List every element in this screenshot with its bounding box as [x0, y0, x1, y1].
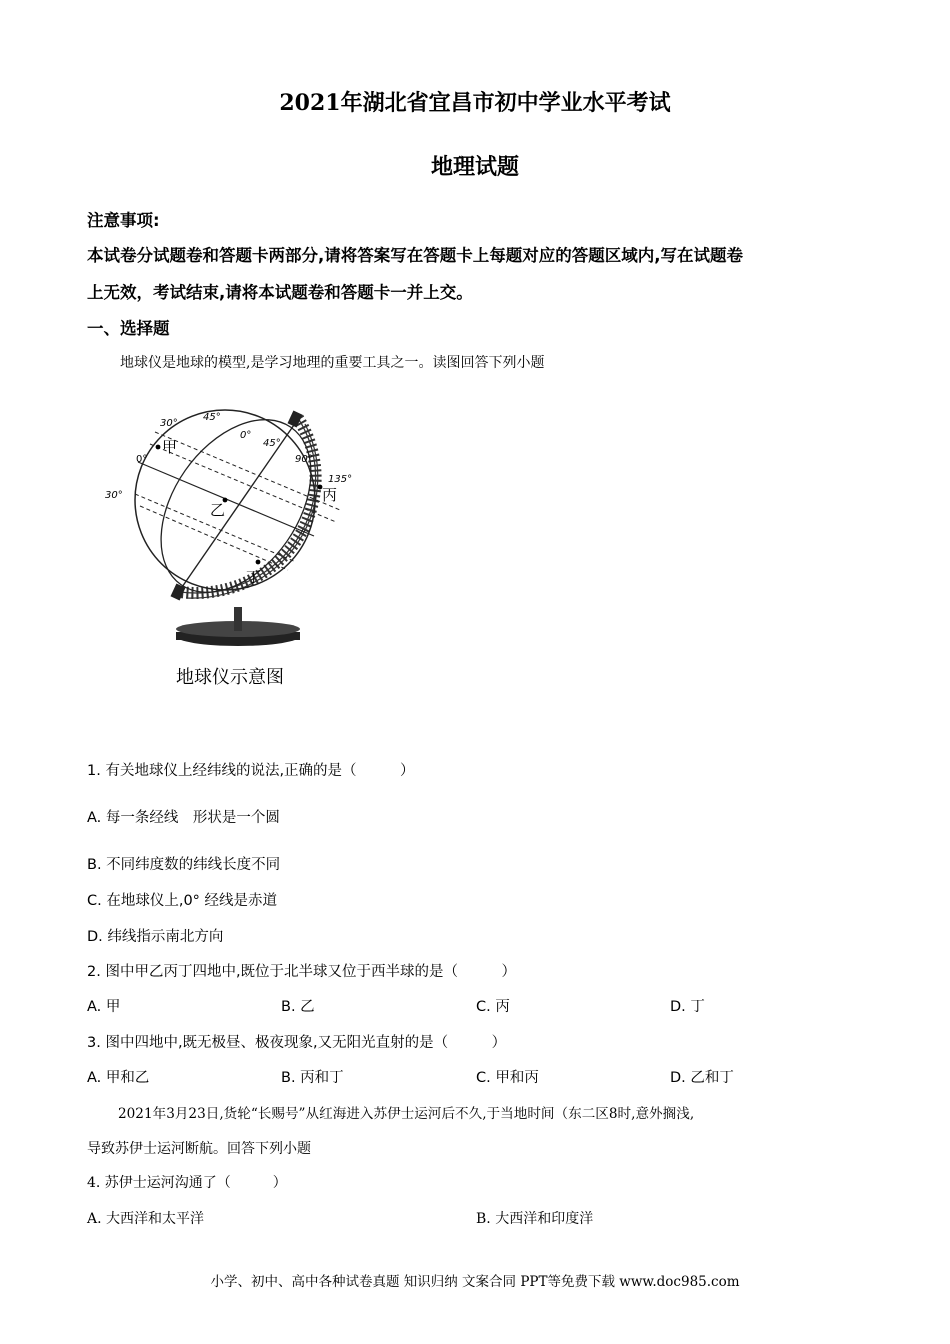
- notice-line-2: 上无效，考试结束,请将本试题卷和答题卡一并上交。: [87, 283, 473, 302]
- label-jia: 甲: [162, 438, 178, 456]
- passage-2-line-1: 2021年3月23日,货轮“长赐号”从红海进入苏伊士运河后不久,于当地时间（东二区8时,意外搁浅,: [118, 1106, 695, 1122]
- figure-caption: 地球仪示意图: [176, 667, 284, 688]
- question-1-stem: 1. 有关地球仪上经纬线的说法,正确的是（ ）: [87, 763, 415, 779]
- question-3-option-a: A. 甲和乙: [87, 1070, 150, 1086]
- subject-title: 地理试题: [430, 154, 519, 180]
- question-2-stem: 2. 图中甲乙丙丁四地中,既位于北半球又位于西半球的是（ ）: [87, 964, 517, 980]
- question-4-stem: 4. 苏伊士运河沟通了（ ）: [87, 1175, 287, 1191]
- label-lat0: 0°: [136, 454, 148, 465]
- globe-figure: [100, 400, 370, 695]
- section-heading: 一、选择题: [87, 319, 170, 338]
- label-lon90: 90°: [295, 454, 313, 465]
- label-lon45-right: 45°: [263, 438, 281, 449]
- question-3-option-b: B. 丙和丁: [281, 1070, 344, 1086]
- globe-stand: [234, 607, 242, 631]
- point-jia: [156, 445, 161, 450]
- label-lon0: 0°: [240, 430, 252, 441]
- globe-diagram: [100, 400, 370, 695]
- label-yi: 乙: [210, 501, 226, 519]
- question-2-option-b: B. 乙: [281, 999, 315, 1015]
- question-3-stem: 3. 图中四地中,既无极昼、极夜现象,又无阳光直射的是（ ）: [87, 1035, 507, 1051]
- passage-2-line-2: 导致苏伊士运河断航。回答下列小题: [87, 1141, 311, 1157]
- label-lon135: 135°: [328, 474, 353, 485]
- exam-title: 2021年湖北省宜昌市初中学业水平考试: [279, 90, 671, 116]
- label-bing: 丙: [322, 486, 338, 504]
- question-1-option-c: C. 在地球仪上,0° 经线是赤道: [87, 893, 278, 909]
- label-lat30-bottom: 30°: [105, 490, 123, 501]
- question-3-option-d: D. 乙和丁: [670, 1070, 734, 1086]
- question-2-option-a: A. 甲: [87, 999, 121, 1015]
- label-ding: 丁: [246, 568, 262, 586]
- question-1-option-d: D. 纬线指示南北方向: [87, 929, 224, 945]
- label-lat30-top: 30°: [160, 418, 178, 429]
- question-1-option-b: B. 不同纬度数的纬线长度不同: [87, 857, 281, 873]
- passage-1: 地球仪是地球的模型,是学习地理的重要工具之一。读图回答下列小题: [120, 355, 545, 371]
- page-footer: 小学、初中、高中各种试卷真题 知识归纳 文案合同 PPT等免费下载 www.doc985.com: [210, 1274, 740, 1290]
- question-1-option-a: A. 每一条经线 形状是一个圆: [87, 810, 280, 826]
- question-4-option-b: B. 大西洋和印度洋: [476, 1211, 594, 1227]
- notice-heading: 注意事项:: [87, 211, 160, 230]
- question-4-option-a: A. 大西洋和太平洋: [87, 1211, 205, 1227]
- question-2-option-c: C. 丙: [476, 999, 510, 1015]
- notice-line-1: 本试卷分试题卷和答题卡两部分,请将答案写在答题卡上每题对应的答题区域内,写在试题卷: [87, 246, 744, 265]
- label-lon45-left: 45°: [203, 412, 221, 423]
- question-2-option-d: D. 丁: [670, 999, 705, 1015]
- point-ding: [256, 560, 261, 565]
- question-3-option-c: C. 甲和丙: [476, 1070, 539, 1086]
